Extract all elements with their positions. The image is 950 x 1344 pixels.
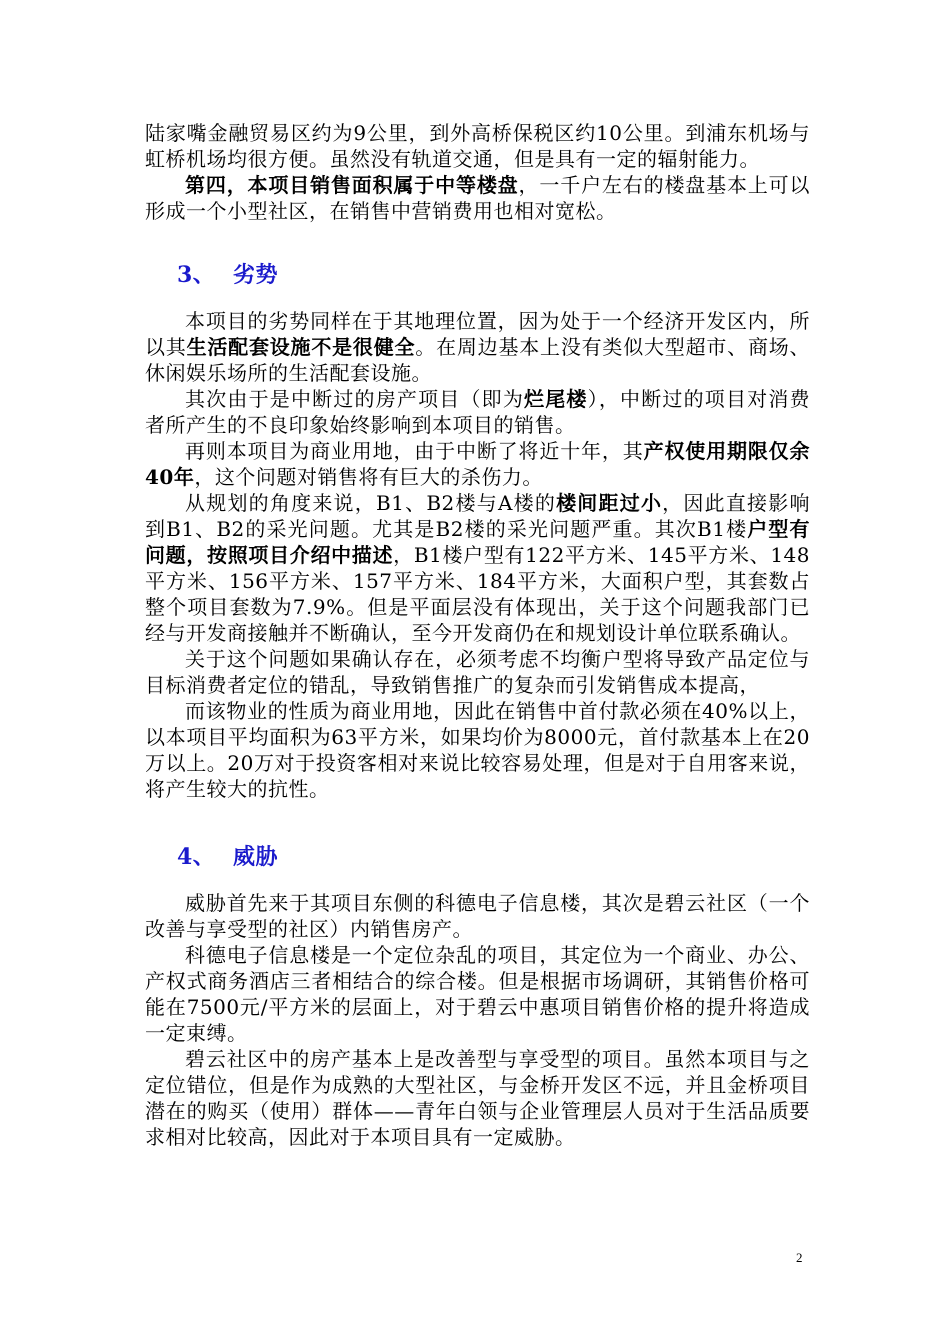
section-title: 劣势	[233, 262, 279, 288]
bold-text: 产权使用期限仅余40年	[145, 439, 811, 489]
paragraph-weakness-6: 而该物业的性质为商业用地，因此在销售中首付款必须在40%以上，以本项目平均面积为63平方米，如果均价为8000元，首付款基本上在20万以上。20万对于投资客相对来说比较容易处理，但是对于自用客来说，将产生较大的抗性。	[145, 699, 810, 801]
paragraph-weakness-3	[145, 438, 810, 490]
bold-text: 楼间距过小	[556, 491, 663, 515]
section-number: 4、	[177, 844, 216, 870]
paragraph-text: 本项目的劣势同样在于其地理位置，因为处于一个经济开发区内，所以其	[145, 309, 810, 359]
document-body	[145, 120, 810, 1150]
paragraph-location	[145, 120, 810, 172]
paragraph-text: 从规划的角度来说，B1、B2楼与A楼的	[185, 491, 557, 515]
paragraph-text: 。在周边基本上没有类似大型超市、商场、休闲娱乐场所的生活配套设施。	[145, 335, 811, 385]
bold-text: 第四，本项目销售面积属于中等楼盘	[185, 173, 519, 197]
section-number: 3、	[177, 262, 216, 288]
paragraph-threat-3: 碧云社区中的房产基本上是改善型与享受型的项目。虽然本项目与之定位错位，但是作为成熟的大型社区，与金桥开发区不远，并且金桥项目潜在的购买（使用）群体——青年白领与企业管理层人员对于生活品质要求相对比较高，因此对于本项目具有一定威胁。	[145, 1047, 810, 1149]
paragraph-text: 其次由于是中断过的房产项目（即为	[185, 387, 525, 411]
paragraph-threat-1: 威胁首先来于其项目东侧的科德电子信息楼，其次是碧云社区（一个改善与享受型的社区）内销售房产。	[145, 891, 810, 941]
paragraph-text: 陆家嘴金融贸易区约为9公里，到外高桥保税区约10公里。到浦东机场与虹桥机场均很方便。虽然没有轨道交通，但是具有一定的辐射能力。	[145, 121, 810, 171]
paragraph-text: ），中断过的项目对消费者所产生的不良印象始终影响到本项目的销售。	[145, 387, 811, 437]
section-heading-weakness	[145, 260, 810, 290]
paragraph-weakness-4	[145, 490, 810, 646]
paragraph-text: ，因此直接影响到B1、B2的采光问题。尤其是B2楼的采光问题严重。其次B1楼	[145, 491, 811, 541]
paragraph-text: 再则本项目为商业用地，由于中断了将近十年，其	[185, 439, 644, 463]
paragraph-text: ，这个问题对销售将有巨大的杀伤力。	[194, 465, 543, 489]
paragraph-weakness-1	[145, 308, 810, 386]
paragraph-weakness-5: 关于这个问题如果确认存在，必须考虑不均衡户型将导致产品定位与目标消费者定位的错乱，导致销售推广的复杂而引发销售成本提高，	[145, 647, 810, 697]
paragraph-text: ，一千户左右的楼盘基本上可以形成一个小型社区，在销售中营销费用也相对宽松。	[145, 173, 811, 223]
paragraph-weakness-2	[145, 386, 810, 438]
paragraph-threat-2: 科德电子信息楼是一个定位杂乱的项目，其定位为一个商业、办公、产权式商务酒店三者相结合的综合楼。但是根据市场调研，其销售价格可能在7500元/平方米的层面上，对于碧云中惠项目销售价格的提升将造成一定束缚。	[145, 943, 810, 1045]
page-number: 2	[796, 1250, 803, 1265]
bold-text: 生活配套设施不是很健全	[186, 335, 416, 359]
paragraph-fourth-advantage	[145, 172, 810, 224]
section-heading-threats	[145, 842, 810, 872]
bold-text: 户型有问题，按照项目介绍中描述	[145, 517, 811, 567]
section-title: 威胁	[233, 844, 279, 870]
bold-text: 烂尾楼	[524, 387, 588, 411]
paragraph-text: ，B1楼户型有122平方米、145平方米、148平方米、156平方米、157平方米、184平方米，大面积户型，其套数占整个项目套数为7.9%。但是平面层没有体现出，关于这个问题我部门已经与开发商接触并不断确认，至今开发商仍在和规划设计单位联系确认。	[145, 543, 810, 645]
